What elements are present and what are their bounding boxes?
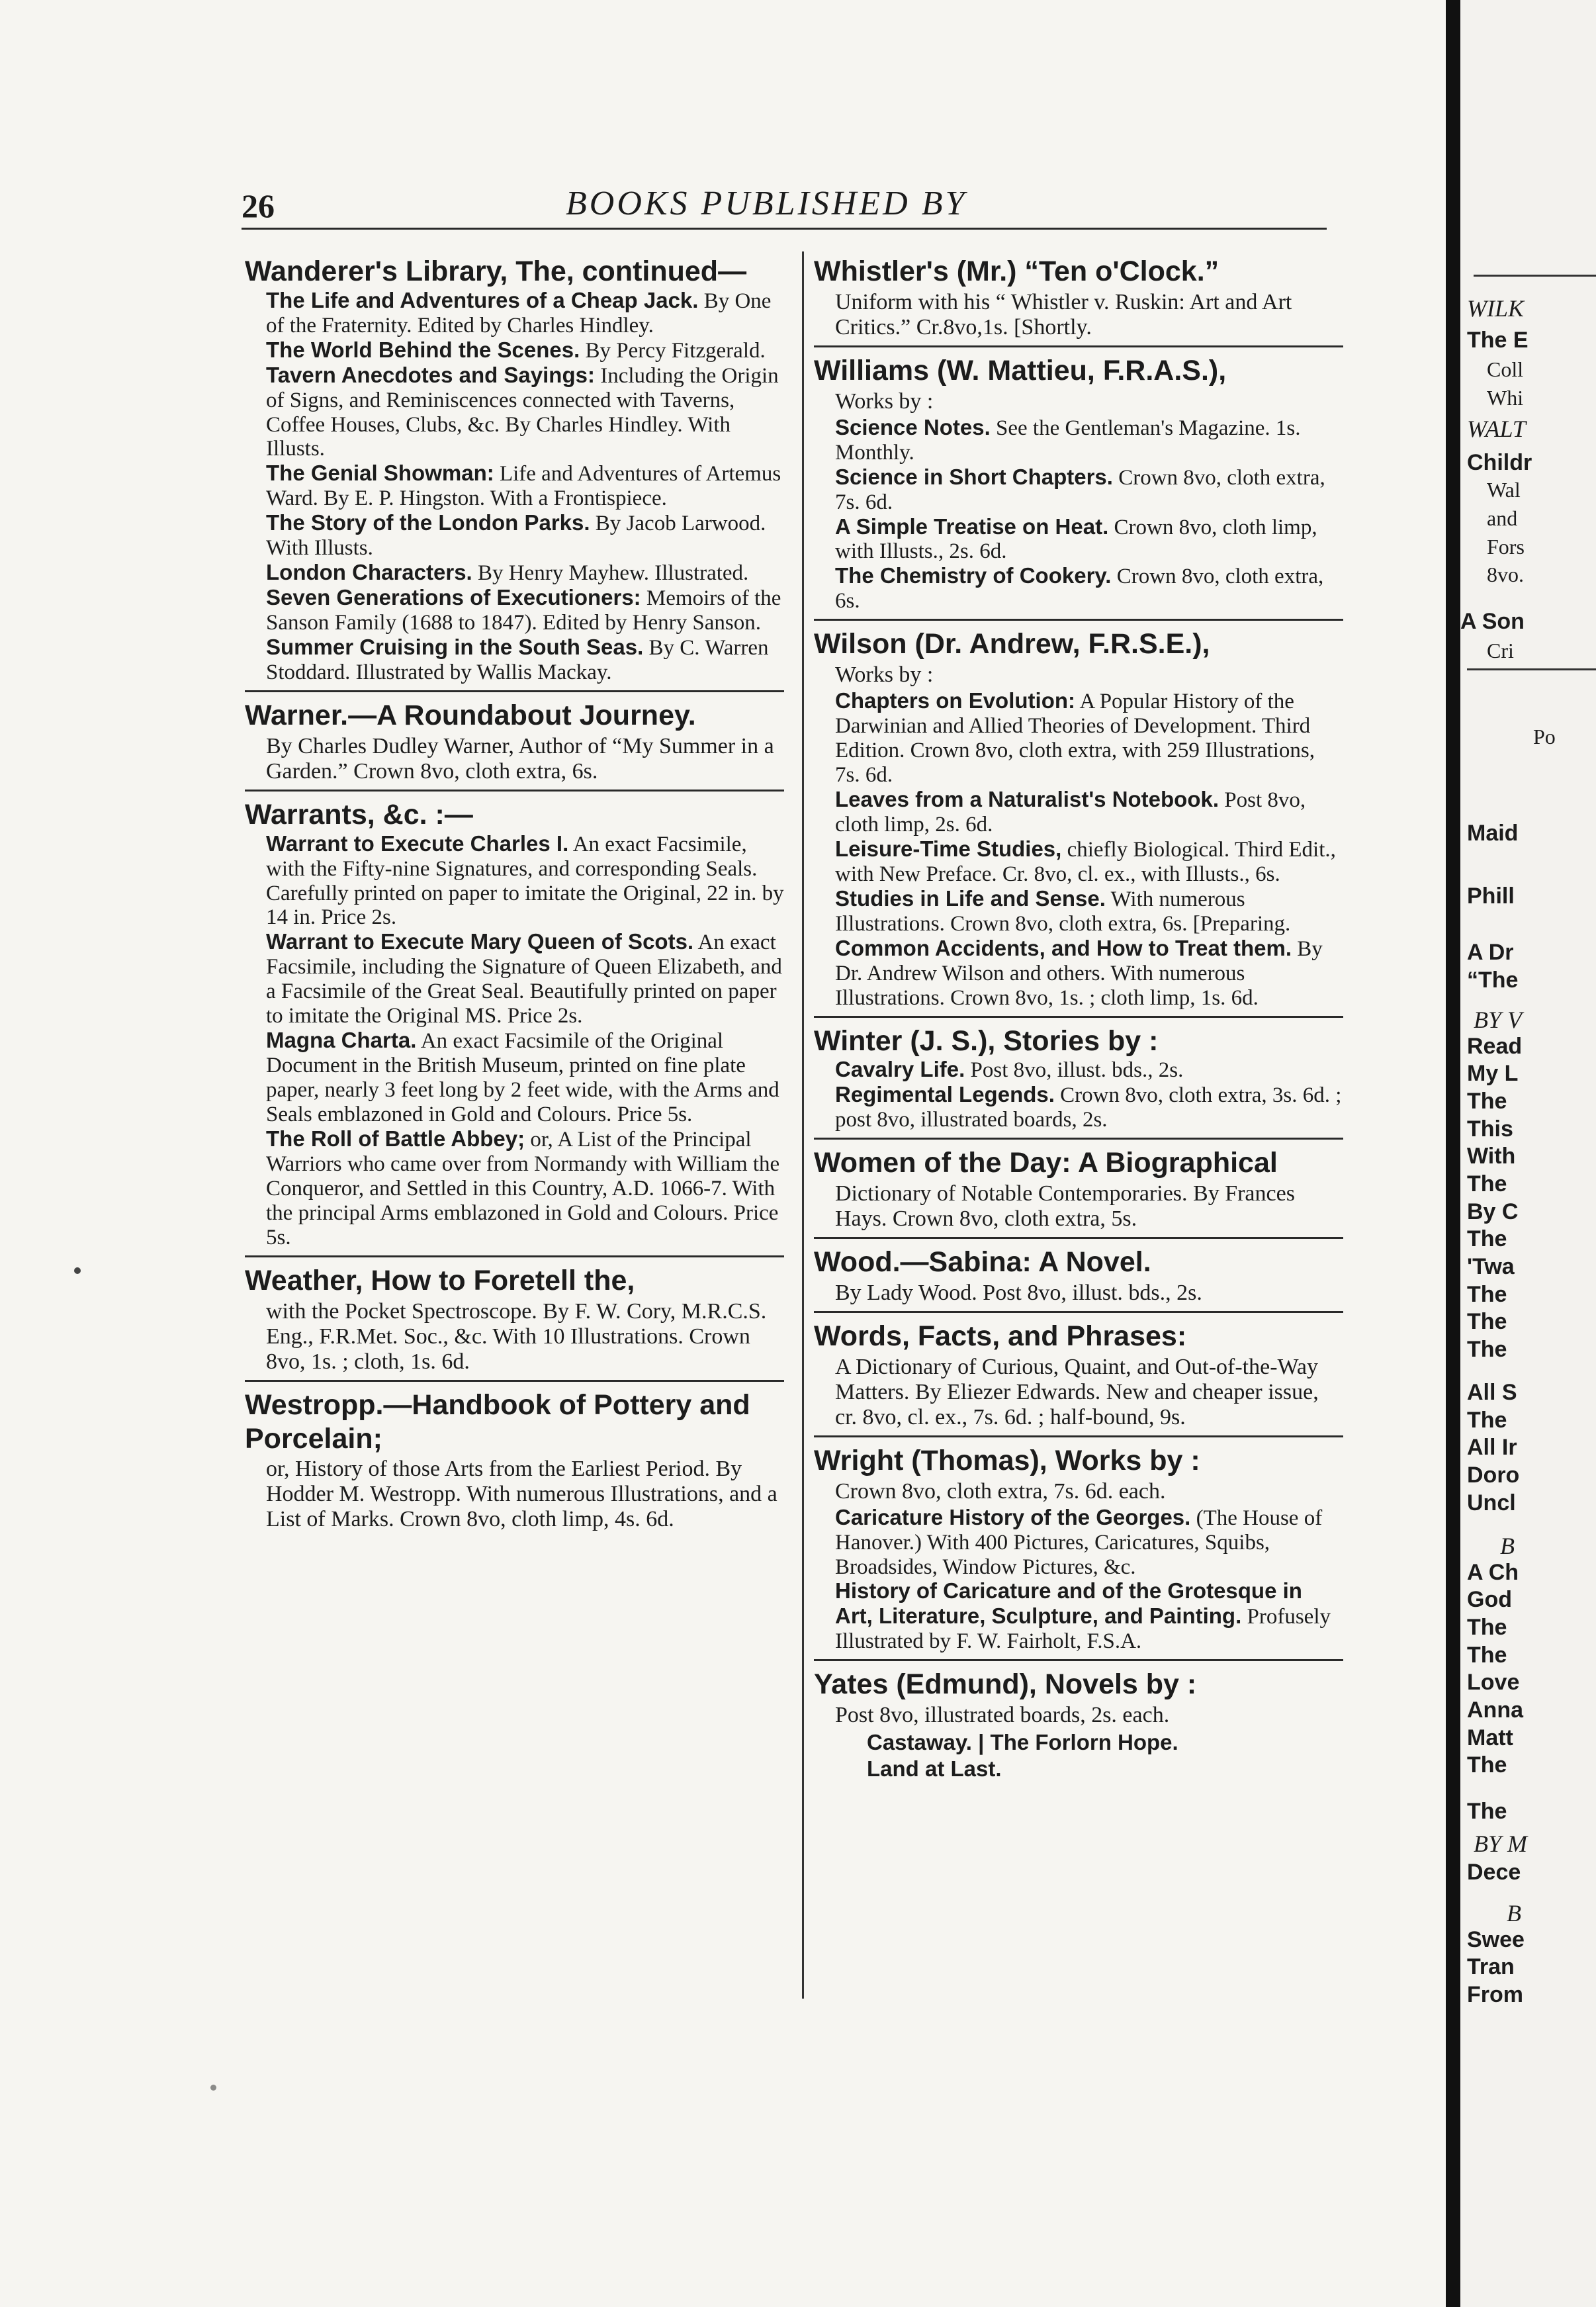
entry-heading: Warner.—A Roundabout Journey. — [245, 699, 696, 731]
adjacent-page-text: The — [1467, 1337, 1507, 1362]
book-listing — [835, 1083, 1343, 1132]
adjacent-page-text: A Dr — [1467, 940, 1514, 965]
catalog-entry — [814, 255, 1343, 340]
adjacent-page-text: The — [1467, 1282, 1507, 1307]
adjacent-page-text: The — [1467, 1171, 1507, 1197]
book-description: chiefly Biological. Third Edit., with New Preface. Cr. 8vo, cl. ex., with Illusts., 6s. — [835, 837, 1336, 886]
book-listing — [835, 788, 1343, 837]
adjacent-page-rule — [1467, 668, 1596, 670]
adjacent-page-text: The — [1467, 1408, 1507, 1433]
entry-heading: Words, Facts, and Phrases: — [814, 1320, 1187, 1352]
catalog-entry — [814, 1016, 1343, 1133]
book-description: An exact Facsimile, including the Signature of Queen Elizabeth, and a Facsimile of the Great Seal. Beautifully printed on paper to imitate the Original MS. Price 2s. — [266, 930, 782, 1028]
catalog-entry — [814, 1659, 1343, 1782]
adjacent-page-text: Dece — [1467, 1860, 1521, 1885]
book-listing — [266, 1028, 784, 1127]
adjacent-page-text: Doro — [1467, 1463, 1520, 1488]
entry-intro: or, History of those Arts from the Earliest Period. By Hodder M. Westropp. With numerous Illustrations, and a List of Marks. Crown 8vo, cloth limp, 4s. 6d. — [266, 1457, 777, 1532]
book-listing — [835, 1579, 1343, 1654]
catalog-entry — [245, 1380, 784, 1533]
page-header — [242, 179, 1340, 232]
catalog-entry — [245, 790, 784, 1250]
book-title: Leisure-Time Studies, — [835, 836, 1062, 861]
ink-spot — [74, 1267, 81, 1274]
book-description: Crown 8vo, cloth limp, with Illusts., 2s. 6d. — [835, 515, 1317, 564]
book-description: (The House of Hanover.) With 400 Pictures, Caricatures, Squibs, Broadsides, Window Pictures, &c. — [835, 1506, 1323, 1579]
adjacent-page-rule — [1474, 275, 1596, 277]
adjacent-page-text: With — [1467, 1144, 1516, 1169]
catalog-entry — [245, 690, 784, 784]
adjacent-page-text: God — [1467, 1587, 1512, 1612]
book-listing — [835, 515, 1343, 565]
entry-intro: Post 8vo, illustrated boards, 2s. each. — [835, 1703, 1170, 1728]
book-listing — [835, 837, 1343, 887]
book-listing — [266, 1127, 784, 1250]
book-listing — [835, 1506, 1343, 1580]
book-description: Including the Origin of Signs, and Reminiscences connected with Taverns, Coffee Houses, Clubs, &c. By Charles Hindley. With Illusts. — [266, 363, 779, 461]
adjacent-page-text: Love — [1467, 1670, 1520, 1695]
book-description: A Popular History of the Darwinian and Allied Theories of Development. Third Edition. Crown 8vo, cloth extra, with 259 Illustrations, 7s. 6d. — [835, 690, 1315, 787]
adjacent-page-text: The — [1467, 1309, 1507, 1334]
book-description: By Dr. Andrew Wilson and others. With numerous Illustrations. Crown 8vo, 1s. ; cloth limp, 1s. 6d. — [835, 936, 1323, 1010]
adjacent-page-text: The — [1467, 1643, 1507, 1668]
entry-heading: Yates (Edmund), Novels by : — [814, 1668, 1197, 1701]
book-title: The Life and Adventures of a Cheap Jack. — [266, 287, 699, 312]
book-title: Castaway. | The Forlorn Hope. — [867, 1730, 1178, 1755]
book-title: Magna Charta. — [266, 1028, 417, 1053]
adjacent-page-text: B — [1500, 1533, 1515, 1559]
book-listing — [266, 930, 784, 1028]
entry-heading: Women of the Day: A Biographical — [814, 1147, 1278, 1179]
adjacent-page-text: A Ch — [1467, 1560, 1519, 1585]
book-description: By Jacob Larwood. With Illusts. — [266, 512, 766, 561]
catalog-entry — [814, 1311, 1343, 1430]
adjacent-page-text: Phill — [1467, 883, 1515, 909]
book-title: The Chemistry of Cookery. — [835, 563, 1112, 588]
book-title: Science in Short Chapters. — [835, 464, 1113, 489]
entry-intro: Works by : — [835, 662, 934, 688]
adjacent-page-text: The — [1467, 1615, 1507, 1640]
entry-heading: Wright (Thomas), Works by : — [814, 1444, 1200, 1476]
entry-intro: Uniform with his “ Whistler v. Ruskin: Art and Art Critics.” Cr.8vo,1s. [Shortly. — [835, 289, 1292, 339]
book-listing — [266, 363, 784, 462]
book-title: Regimental Legends. — [835, 1082, 1055, 1107]
book-listing — [835, 689, 1343, 788]
book-title: Studies in Life and Sense. — [835, 885, 1106, 911]
book-description: By Percy Fitzgerald. — [585, 338, 766, 363]
adjacent-page-text: This — [1467, 1116, 1513, 1142]
adjacent-page-text: The — [1467, 1752, 1507, 1778]
catalog-entry — [814, 345, 1343, 613]
adjacent-page-text: The — [1467, 1226, 1507, 1251]
book-title: Science Notes. — [835, 414, 991, 439]
entry-heading: Warrants, &c. :— — [245, 798, 473, 831]
book-listing — [266, 461, 784, 511]
entry-intro: Works by : — [835, 388, 934, 414]
entry-intro: A Dictionary of Curious, Quaint, and Out-of-the-Way Matters. By Eliezer Edwards. New and cheaper issue, cr. 8vo, cl. ex., 7s. 6d. ; half-bound, 9s. — [835, 1354, 1319, 1429]
catalog-entry — [814, 1435, 1343, 1654]
book-title: Seven Generations of Executioners: — [266, 585, 641, 610]
book-description: See the Gentleman's Magazine. 1s. Monthly. — [835, 416, 1301, 465]
adjacent-page-text: All S — [1467, 1380, 1517, 1405]
entry-heading: Wanderer's Library, The, continued— — [245, 255, 747, 287]
left-column — [245, 255, 784, 2009]
adjacent-page-text: The E — [1467, 328, 1529, 353]
book-description: Post 8vo, cloth limp, 2s. 6d. — [835, 788, 1306, 837]
adjacent-page-text: All Ir — [1467, 1435, 1517, 1460]
book-listing — [266, 832, 784, 930]
book-title: Warrant to Execute Charles I. — [266, 831, 569, 856]
book-description: Crown 8vo, cloth extra, 6s. — [835, 565, 1324, 613]
page-number: 26 — [242, 187, 275, 224]
adjacent-page-text: 8vo. — [1487, 563, 1524, 586]
adjacent-page-text: Childr — [1467, 450, 1532, 475]
running-title: BOOKS PUBLISHED BY — [566, 185, 967, 222]
entry-heading: Wood.—Sabina: A Novel. — [814, 1246, 1151, 1279]
entry-intro: By Charles Dudley Warner, Author of “My Summer in a Garden.” Crown 8vo, cloth extra, 6s. — [266, 733, 774, 784]
adjacent-page-text: Maid — [1467, 821, 1519, 846]
book-title: History of Caricature and of the Grotesque in Art, Literature, Sculpture, and Painting. — [835, 1578, 1302, 1629]
adjacent-page-text: “The — [1467, 968, 1519, 993]
entry-heading: Westropp.—Handbook of Pottery and Porcelain; — [245, 1388, 750, 1455]
book-listing — [266, 586, 784, 635]
adjacent-page-text: BY V — [1474, 1007, 1523, 1033]
adjacent-page-text: Whi — [1487, 386, 1524, 410]
book-title: Cavalry Life. — [835, 1057, 965, 1082]
adjacent-page-text: From — [1467, 1982, 1523, 2007]
adjacent-page-text: 'Twa — [1467, 1254, 1515, 1279]
book-title: Tavern Anecdotes and Sayings: — [266, 362, 595, 387]
book-listing — [266, 338, 784, 363]
book-listing — [835, 936, 1343, 1011]
book-listing — [835, 1058, 1343, 1083]
book-title: Caricature History of the Georges. — [835, 1504, 1191, 1529]
book-description: Memoirs of the Sanson Family (1688 to 1847). Edited by Henry Sanson. — [266, 586, 781, 635]
adjacent-page-text: My L — [1467, 1061, 1519, 1086]
adjacent-page-text: Read — [1467, 1034, 1523, 1059]
book-listing — [266, 511, 784, 561]
book-listing — [835, 887, 1343, 936]
adjacent-page-text: By C — [1467, 1199, 1519, 1224]
adjacent-page-text: WILK — [1467, 295, 1525, 322]
book-title: A Simple Treatise on Heat. — [835, 514, 1109, 539]
adjacent-page-text: B — [1507, 1900, 1521, 1926]
adjacent-page-text: Matt — [1467, 1725, 1513, 1750]
adjacent-page-text: Cri — [1487, 639, 1514, 662]
catalog-entry — [245, 1255, 784, 1375]
entry-intro: Crown 8vo, cloth extra, 7s. 6d. each. — [835, 1478, 1166, 1504]
entry-intro: Dictionary of Notable Contemporaries. By Frances Hays. Crown 8vo, cloth extra, 5s. — [835, 1181, 1295, 1231]
adjacent-page-text: The — [1467, 1799, 1507, 1824]
adjacent-page-text: Wal — [1487, 478, 1521, 502]
entry-heading: Wilson (Dr. Andrew, F.R.S.E.), — [814, 628, 1210, 660]
book-description: or, A List of the Principal Warriors who came over from Normandy with William the Conqueror, and Settled in this Country, A.D. 1066-7. With the principal Arms emblazoned in Gold and Colours. Price 5s. — [266, 1128, 780, 1249]
adjacent-page-text: Fors — [1487, 535, 1525, 559]
adjacent-page-text: BY M — [1474, 1831, 1527, 1857]
adjacent-page-text: Coll — [1487, 357, 1524, 381]
catalog-entry — [814, 1237, 1343, 1306]
entry-intro: By Lady Wood. Post 8vo, illust. bds., 2s. — [835, 1280, 1202, 1305]
entry-heading: Weather, How to Foretell the, — [245, 1264, 635, 1296]
book-listing — [835, 465, 1343, 515]
adjacent-page-text: Tran — [1467, 1954, 1515, 1979]
entry-heading: Williams (W. Mattieu, F.R.A.S.), — [814, 354, 1227, 386]
book-listing — [266, 289, 784, 338]
book-description: Post 8vo, illust. bds., 2s. — [970, 1058, 1184, 1083]
adjacent-page-text: WALT — [1467, 416, 1526, 442]
book-title: London Characters. — [266, 560, 472, 585]
entry-heading: Winter (J. S.), Stories by : — [814, 1024, 1159, 1057]
book-title: Chapters on Evolution: — [835, 688, 1075, 713]
adjacent-page-text: The — [1467, 1089, 1507, 1114]
catalog-entry — [245, 255, 784, 685]
adjacent-page-text: Anna — [1467, 1697, 1523, 1723]
book-title: Warrant to Execute Mary Queen of Scots. — [266, 929, 694, 954]
entry-heading: Whistler's (Mr.) “Ten o'Clock.” — [814, 255, 1219, 287]
book-listing — [835, 564, 1343, 613]
book-description: By Henry Mayhew. Illustrated. — [477, 561, 749, 586]
book-description: Crown 8vo, cloth extra, 7s. 6d. — [835, 465, 1325, 514]
book-title: The Roll of Battle Abbey; — [266, 1126, 525, 1152]
entry-intro: with the Pocket Spectroscope. By F. W. Cory, M.R.C.S. Eng., F.R.Met. Soc., &c. With 10 Illustrations. Crown 8vo, 1s. ; cloth, 1s. 6d. — [266, 1298, 767, 1374]
page-gutter — [1446, 0, 1460, 2307]
adjacent-page-text: Swee — [1467, 1927, 1525, 1952]
book-title: Common Accidents, and How to Treat them. — [835, 935, 1292, 960]
header-rule — [242, 228, 1327, 230]
book-title: The World Behind the Scenes. — [266, 337, 580, 362]
book-description: Life and Adventures of Artemus Ward. By E. P. Hingston. With a Frontispiece. — [266, 462, 781, 511]
catalog-entry — [814, 1138, 1343, 1232]
book-title: Summer Cruising in the South Seas. — [266, 635, 644, 660]
book-description: By C. Warren Stoddard. Illustrated by Wallis Mackay. — [266, 636, 769, 685]
adjacent-page-text: Po — [1533, 725, 1556, 748]
ink-spot — [210, 2085, 216, 2091]
adjacent-page-edge — [1460, 0, 1596, 2307]
column-divider — [802, 251, 804, 1999]
book-description: An exact Facsimile of the Original Document in the British Museum, printed on fine plate paper, nearly 3 feet long by 2 feet wide, with the Arms and Seals emblazoned in Gold and Colours. Price 5s. — [266, 1029, 779, 1127]
book-title: The Story of the London Parks. — [266, 510, 590, 535]
adjacent-page-text: and — [1487, 506, 1518, 530]
book-description: By One of the Fraternity. Edited by Charles Hindley. — [266, 289, 772, 338]
adjacent-page-text: A Son — [1460, 609, 1525, 634]
book-description: An exact Facsimile, with the Fifty-nine Signatures, and corresponding Seals. Carefully printed on paper to imitate the Original, 22 in. by 14 in. Price 2s. — [266, 832, 784, 930]
adjacent-page-text: Uncl — [1467, 1490, 1516, 1515]
book-listing — [266, 561, 784, 586]
book-listing — [835, 416, 1343, 465]
book-title: Land at Last. — [867, 1756, 1002, 1781]
book-description: Crown 8vo, cloth extra, 3s. 6d. ; post 8vo, illustrated boards, 2s. — [835, 1083, 1342, 1132]
book-description: Profusely Illustrated by F. W. Fairholt, F.S.A. — [835, 1605, 1331, 1654]
book-description: With numerous Illustrations. Crown 8vo, cloth extra, 6s. [Preparing. — [835, 887, 1291, 936]
book-listing — [266, 635, 784, 685]
right-column — [814, 255, 1343, 2009]
catalog-entry — [814, 619, 1343, 1010]
book-title: The Genial Showman: — [266, 461, 494, 486]
book-title: Leaves from a Naturalist's Notebook. — [835, 786, 1219, 811]
